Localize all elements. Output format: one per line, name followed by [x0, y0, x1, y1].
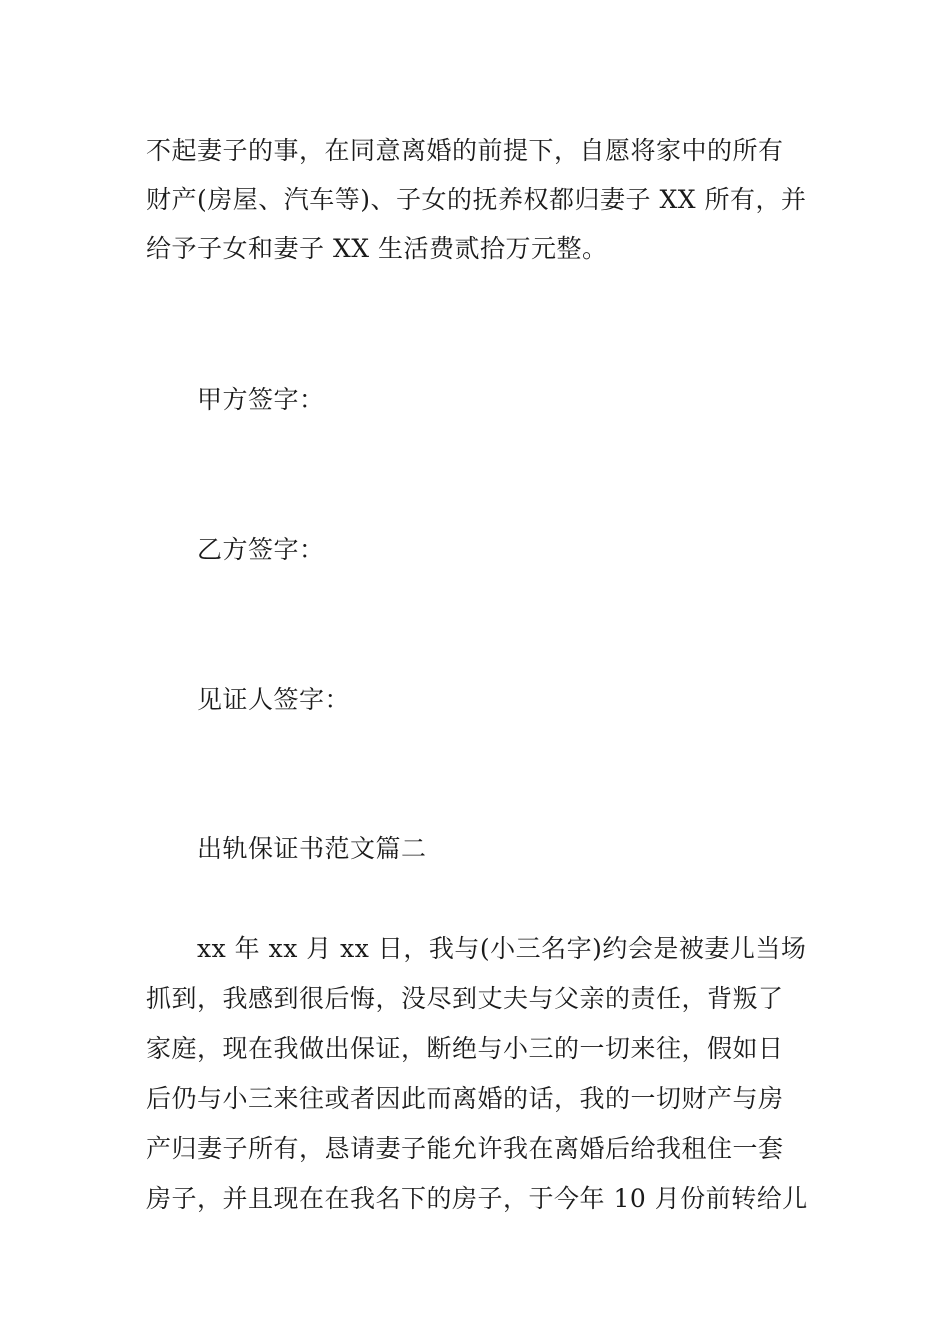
paragraph-2-line-5: 产归妻子所有，恳请妻子能允许我在离婚后给我租住一套 [146, 1134, 784, 1163]
paragraph-1-line-3: 给予子女和妻子 XX 生活费贰拾万元整。 [146, 234, 608, 263]
paragraph-2-line-6: 房子，并且现在在我名下的房子，于今年 10 月份前转给儿 [146, 1184, 808, 1213]
paragraph-1-line-1: 不起妻子的事，在同意离婚的前提下，自愿将家中的所有 [146, 136, 784, 165]
paragraph-2-line-1: xx 年 xx 月 xx 日，我与(小三名字)约会是被妻儿当场 [197, 934, 807, 963]
section-title: 出轨保证书范文篇二 [197, 834, 427, 863]
paragraph-2-line-2: 抓到，我感到很后悔，没尽到丈夫与父亲的责任，背叛了 [146, 984, 784, 1013]
paragraph-2-line-4: 后仍与小三来往或者因此而离婚的话，我的一切财产与房 [146, 1084, 784, 1113]
party-b-signature-label: 乙方签字： [197, 535, 325, 564]
party-a-signature-label: 甲方签字： [197, 385, 325, 414]
paragraph-1-line-2: 财产(房屋、汽车等)、子女的抚养权都归妻子 XX 所有，并 [146, 185, 807, 214]
paragraph-2-line-3: 家庭，现在我做出保证，断绝与小三的一切来往，假如日 [146, 1034, 784, 1063]
witness-signature-label: 见证人签字： [197, 685, 351, 714]
